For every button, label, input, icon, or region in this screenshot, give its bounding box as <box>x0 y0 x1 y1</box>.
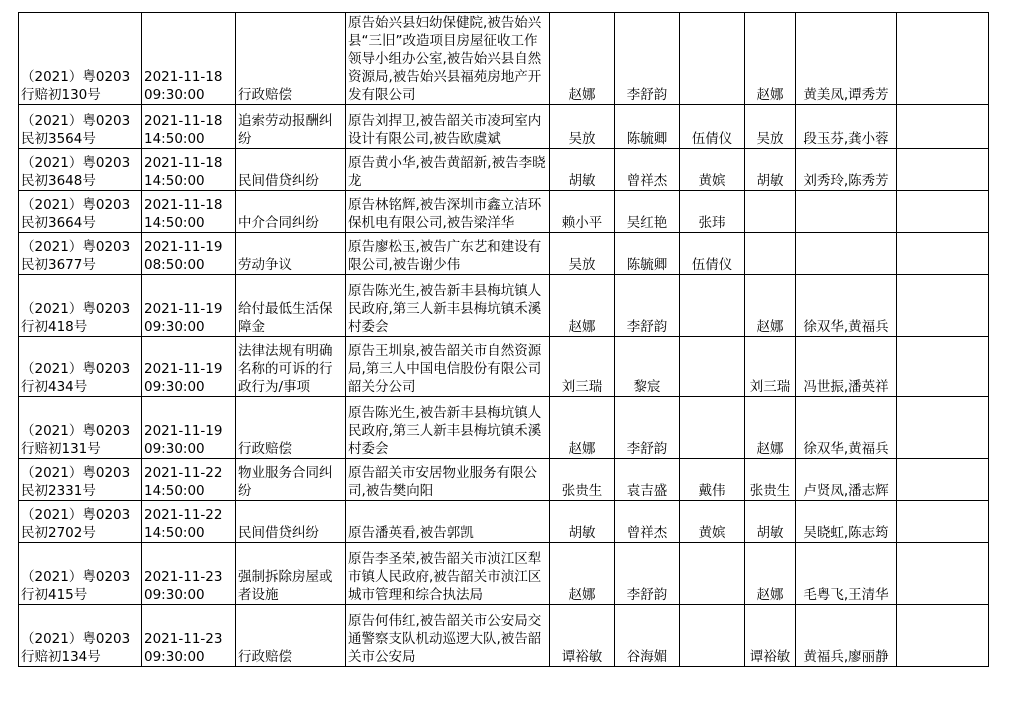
juror-cell: 曾祥杰 <box>615 501 680 543</box>
hearing-time-cell: 2021-11-19 09:30:00 <box>142 397 236 459</box>
table-row <box>19 397 989 459</box>
juror-cell <box>680 543 745 605</box>
remark-cell <box>897 397 989 459</box>
case-number-cell: （2021）粤0203行赔初134号 <box>19 605 142 667</box>
presiding-judge-cell <box>745 191 796 233</box>
clerk-cell: 黄美凤,谭秀芳 <box>796 13 897 105</box>
case-number-cell: （2021）粤0203民初2702号 <box>19 501 142 543</box>
remark-cell <box>897 233 989 275</box>
juror-cell <box>680 13 745 105</box>
judge-cell: 赵娜 <box>550 275 615 337</box>
juror-cell: 黄嫔 <box>680 149 745 191</box>
clerk-cell <box>796 191 897 233</box>
clerk-cell: 段玉芬,龚小蓉 <box>796 105 897 149</box>
juror-cell: 伍倩仪 <box>680 105 745 149</box>
remark-cell <box>897 543 989 605</box>
remark-cell <box>897 149 989 191</box>
case-number-cell: （2021）粤0203行赔初130号 <box>19 13 142 105</box>
juror-cell: 伍倩仪 <box>680 233 745 275</box>
juror-cell: 吴红艳 <box>615 191 680 233</box>
judge-cell: 赵娜 <box>550 543 615 605</box>
hearing-time-cell: 2021-11-23 09:30:00 <box>142 605 236 667</box>
presiding-judge-cell: 谭裕敏 <box>745 605 796 667</box>
parties-cell: 原告王圳泉,被告韶关市自然资源局,第三人中国电信股份有限公司韶关分公司 <box>346 337 550 397</box>
remark-cell <box>897 337 989 397</box>
case-cause-cell: 行政赔偿 <box>236 397 346 459</box>
clerk-cell: 吴晓虹,陈志筠 <box>796 501 897 543</box>
juror-cell: 张玮 <box>680 191 745 233</box>
case-number-cell: （2021）粤0203民初3677号 <box>19 233 142 275</box>
parties-cell: 原告陈光生,被告新丰县梅坑镇人民政府,第三人新丰县梅坑镇禾溪村委会 <box>346 275 550 337</box>
judge-cell: 赵娜 <box>550 13 615 105</box>
case-cause-cell: 中介合同纠纷 <box>236 191 346 233</box>
parties-cell: 原告始兴县妇幼保健院,被告始兴县“三旧”改造项目房屋征收工作领导小组办公室,被告始兴县自然资源局,被告始兴县福苑房地产开发有限公司 <box>346 13 550 105</box>
juror-cell: 李舒韵 <box>615 543 680 605</box>
judge-cell: 赵娜 <box>550 397 615 459</box>
remark-cell <box>897 275 989 337</box>
hearing-schedule-table <box>18 12 989 667</box>
hearing-time-cell: 2021-11-22 14:50:00 <box>142 501 236 543</box>
hearing-time-cell: 2021-11-18 14:50:00 <box>142 105 236 149</box>
case-number-cell: （2021）粤0203民初3564号 <box>19 105 142 149</box>
juror-cell: 李舒韵 <box>615 13 680 105</box>
table-row <box>19 233 989 275</box>
case-cause-cell: 行政赔偿 <box>236 13 346 105</box>
juror-cell: 袁吉盛 <box>615 459 680 501</box>
hearing-time-cell: 2021-11-18 14:50:00 <box>142 191 236 233</box>
clerk-cell: 卢贤凤,潘志辉 <box>796 459 897 501</box>
remark-cell <box>897 105 989 149</box>
table-row <box>19 13 989 105</box>
juror-cell: 黎宸 <box>615 337 680 397</box>
table-row <box>19 605 989 667</box>
table-row <box>19 501 989 543</box>
table-row <box>19 337 989 397</box>
table-body <box>19 13 989 667</box>
parties-cell: 原告刘捍卫,被告韶关市凌珂室内设计有限公司,被告欧虞斌 <box>346 105 550 149</box>
presiding-judge-cell: 胡敏 <box>745 501 796 543</box>
case-number-cell: （2021）粤0203民初2331号 <box>19 459 142 501</box>
hearing-time-cell: 2021-11-18 09:30:00 <box>142 13 236 105</box>
case-number-cell: （2021）粤0203民初3664号 <box>19 191 142 233</box>
judge-cell: 吴放 <box>550 105 615 149</box>
presiding-judge-cell: 吴放 <box>745 105 796 149</box>
juror-cell <box>680 397 745 459</box>
juror-cell: 谷海媚 <box>615 605 680 667</box>
clerk-cell: 毛粤飞,王清华 <box>796 543 897 605</box>
judge-cell: 张贵生 <box>550 459 615 501</box>
juror-cell <box>680 337 745 397</box>
juror-cell: 李舒韵 <box>615 397 680 459</box>
remark-cell <box>897 501 989 543</box>
judge-cell: 赖小平 <box>550 191 615 233</box>
remark-cell <box>897 191 989 233</box>
table-row <box>19 191 989 233</box>
juror-cell <box>680 605 745 667</box>
presiding-judge-cell: 张贵生 <box>745 459 796 501</box>
parties-cell: 原告李圣荣,被告韶关市浈江区犁市镇人民政府,被告韶关市浈江区城市管理和综合执法局 <box>346 543 550 605</box>
remark-cell <box>897 13 989 105</box>
table-row <box>19 149 989 191</box>
juror-cell: 陈毓卿 <box>615 105 680 149</box>
hearing-time-cell: 2021-11-18 14:50:00 <box>142 149 236 191</box>
case-cause-cell: 法律法规有明确名称的可诉的行政行为/事项 <box>236 337 346 397</box>
juror-cell <box>680 275 745 337</box>
presiding-judge-cell: 刘三瑞 <box>745 337 796 397</box>
case-number-cell: （2021）粤0203民初3648号 <box>19 149 142 191</box>
clerk-cell: 黄福兵,廖丽静 <box>796 605 897 667</box>
parties-cell: 原告何伟红,被告韶关市公安局交通警察支队机动巡逻大队,被告韶关市公安局 <box>346 605 550 667</box>
parties-cell: 原告林铭辉,被告深圳市鑫立洁环保机电有限公司,被告梁洋华 <box>346 191 550 233</box>
presiding-judge-cell: 胡敏 <box>745 149 796 191</box>
clerk-cell: 徐双华,黄福兵 <box>796 275 897 337</box>
judge-cell: 胡敏 <box>550 501 615 543</box>
case-number-cell: （2021）粤0203行初418号 <box>19 275 142 337</box>
parties-cell: 原告韶关市安居物业服务有限公司,被告樊向阳 <box>346 459 550 501</box>
judge-cell: 吴放 <box>550 233 615 275</box>
hearing-time-cell: 2021-11-19 08:50:00 <box>142 233 236 275</box>
table-row <box>19 459 989 501</box>
table-row <box>19 275 989 337</box>
clerk-cell <box>796 233 897 275</box>
hearing-time-cell: 2021-11-19 09:30:00 <box>142 275 236 337</box>
case-number-cell: （2021）粤0203行初415号 <box>19 543 142 605</box>
presiding-judge-cell <box>745 233 796 275</box>
parties-cell: 原告黄小华,被告黄韶新,被告李晓龙 <box>346 149 550 191</box>
presiding-judge-cell: 赵娜 <box>745 543 796 605</box>
case-cause-cell: 民间借贷纠纷 <box>236 501 346 543</box>
remark-cell <box>897 605 989 667</box>
clerk-cell: 冯世振,潘英祥 <box>796 337 897 397</box>
parties-cell: 原告廖松玉,被告广东艺和建设有限公司,被告谢少伟 <box>346 233 550 275</box>
case-number-cell: （2021）粤0203行初434号 <box>19 337 142 397</box>
judge-cell: 胡敏 <box>550 149 615 191</box>
hearing-time-cell: 2021-11-22 14:50:00 <box>142 459 236 501</box>
hearing-time-cell: 2021-11-19 09:30:00 <box>142 337 236 397</box>
juror-cell: 黄嫔 <box>680 501 745 543</box>
case-cause-cell: 追索劳动报酬纠纷 <box>236 105 346 149</box>
juror-cell: 曾祥杰 <box>615 149 680 191</box>
case-cause-cell: 物业服务合同纠纷 <box>236 459 346 501</box>
case-cause-cell: 劳动争议 <box>236 233 346 275</box>
judge-cell: 刘三瑞 <box>550 337 615 397</box>
presiding-judge-cell: 赵娜 <box>745 275 796 337</box>
table-row <box>19 543 989 605</box>
remark-cell <box>897 459 989 501</box>
case-cause-cell: 民间借贷纠纷 <box>236 149 346 191</box>
case-cause-cell: 强制拆除房屋或者设施 <box>236 543 346 605</box>
parties-cell: 原告潘英看,被告郭凯 <box>346 501 550 543</box>
juror-cell: 李舒韵 <box>615 275 680 337</box>
parties-cell: 原告陈光生,被告新丰县梅坑镇人民政府,第三人新丰县梅坑镇禾溪村委会 <box>346 397 550 459</box>
judge-cell: 谭裕敏 <box>550 605 615 667</box>
hearing-time-cell: 2021-11-23 09:30:00 <box>142 543 236 605</box>
clerk-cell: 徐双华,黄福兵 <box>796 397 897 459</box>
juror-cell: 戴伟 <box>680 459 745 501</box>
table-row <box>19 105 989 149</box>
juror-cell: 陈毓卿 <box>615 233 680 275</box>
case-number-cell: （2021）粤0203行赔初131号 <box>19 397 142 459</box>
case-cause-cell: 给付最低生活保障金 <box>236 275 346 337</box>
presiding-judge-cell: 赵娜 <box>745 397 796 459</box>
case-cause-cell: 行政赔偿 <box>236 605 346 667</box>
presiding-judge-cell: 赵娜 <box>745 13 796 105</box>
clerk-cell: 刘秀玲,陈秀芳 <box>796 149 897 191</box>
